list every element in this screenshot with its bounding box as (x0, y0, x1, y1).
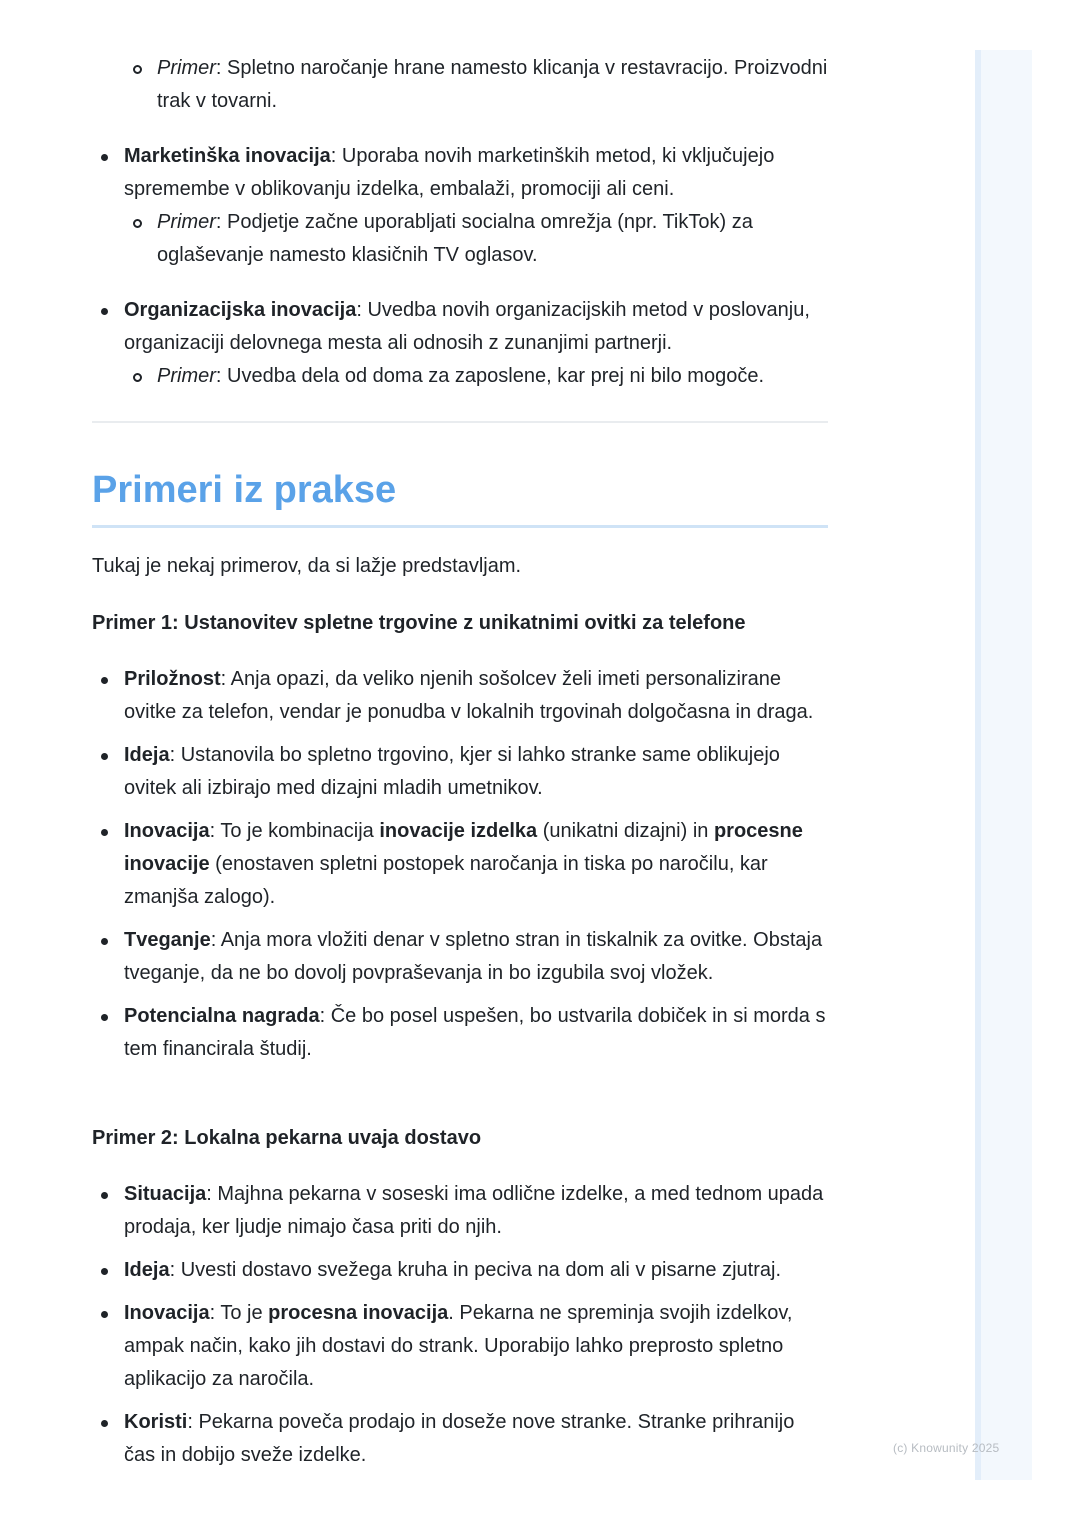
sub-list-item (124, 360, 828, 393)
term: Potencialna nagrada (124, 1005, 320, 1027)
sub-list (124, 360, 828, 393)
section-intro: Tukaj je nekaj primerov, da si lažje predstavljam. (92, 555, 522, 577)
example1-heading (92, 607, 828, 640)
example-text: : Uvedba dela od doma za zaposlene, kar prej ni bilo mogoče. (215, 365, 764, 387)
item-text: : To je kombinacija (209, 820, 380, 842)
section-divider (92, 421, 828, 423)
term: Ideja (124, 744, 170, 766)
example-text: : Podjetje začne uporabljati socialna omrežja (npr. TikTok) za oglaševanje namesto klasičnih TV oglasov. (157, 211, 753, 266)
item-text: (enostaven spletni postopek naročanja in tiska po naročilu, kar zmanjša zalogo). (124, 853, 768, 908)
top-list (92, 52, 828, 393)
example-label: Primer (157, 211, 216, 233)
right-sidebar-panel (975, 50, 1032, 1480)
item-text: : To je (209, 1302, 269, 1324)
list-item (92, 739, 828, 805)
term: Inovacija (124, 820, 210, 842)
term: Organizacijska inovacija (124, 299, 357, 321)
list-item (92, 663, 828, 729)
section-title: Primeri iz prakse (92, 469, 397, 511)
example2-heading (92, 1122, 828, 1155)
item-text: : Uporaba novih marketinških metod, ki vključujejo spremembe v oblikovanju izdelka, embalaži, promociji ali ceni. (124, 145, 775, 200)
term: Ideja (124, 1259, 170, 1281)
example-label: Primer (157, 57, 216, 79)
list-item (92, 1000, 828, 1066)
list-item (92, 1406, 828, 1472)
list-item (92, 815, 828, 914)
emphasis: procesna inovacija (268, 1302, 449, 1324)
item-text: (unikatni dizajni) in (537, 820, 714, 842)
watermark: (c) Knowunity 2025 (893, 1441, 1000, 1455)
item-text: . Pekarna ne spreminja svojih izdelkov, ampak način, kako jih dostavi do strank. Uporabijo lahko preprosto spletno aplikacijo za naročila. (124, 1302, 793, 1390)
sidebar-border (975, 50, 981, 1480)
list-item (92, 1254, 828, 1287)
item-text: : Uvedba novih organizacijskih metod v poslovanju, organizaciji delovnega mesta ali odnosih z zunanjimi partnerji. (124, 299, 810, 354)
item-text: : Če bo posel uspešen, bo ustvarila dobiček in si morda s tem financirala študij. (124, 1005, 826, 1060)
term: Tveganje (124, 929, 211, 951)
example1-heading-text: Primer 1: Ustanovitev spletne trgovine z unikatnimi ovitki za telefone (92, 612, 746, 634)
term: Priložnost (124, 668, 221, 690)
item-text: : Uvesti dostavo svežega kruha in peciva na dom ali v pisarne zjutraj. (169, 1259, 781, 1281)
list-item (92, 1297, 828, 1396)
emphasis: inovacije izdelka (379, 820, 538, 842)
term: Marketinška inovacija (124, 145, 331, 167)
item-text: : Majhna pekarna v soseski ima odlične izdelke, a med tednom upada prodaja, ker ljudje nimajo časa priti do njih. (124, 1183, 824, 1238)
emphasis: procesne inovacije (124, 820, 803, 875)
sub-list (124, 52, 828, 118)
term: Situacija (124, 1183, 207, 1205)
item-text: : Pekarna poveča prodajo in doseže nove stranke. Stranke prihranijo čas in dobijo sveže izdelke. (124, 1411, 795, 1466)
bullet-list (92, 1178, 828, 1472)
sub-list-item (124, 52, 828, 118)
bullet-list (92, 663, 828, 1066)
item-text: : Anja opazi, da veliko njenih sošolcev želi imeti personalizirane ovitke za telefon, vendar je ponudba v lokalnih trgovinah dolgočasna in draga. (124, 668, 814, 723)
example1-list (92, 663, 828, 1066)
sub-list (124, 206, 828, 272)
sub-list-item (124, 206, 828, 272)
example2-list (92, 1178, 828, 1472)
term: Koristi (124, 1411, 188, 1433)
item-text: : Anja mora vložiti denar v spletno stran in tiskalnik za ovitke. Obstaja tveganje, da ne bo dovolj povpraševanja in bo izgubila svoj vložek. (124, 929, 823, 984)
section-title-underline (92, 525, 828, 528)
list-item (92, 294, 828, 393)
example-label: Primer (157, 365, 216, 387)
example-text: : Spletno naročanje hrane namesto klicanja v restavracijo. Proizvodni trak v tovarni. (157, 57, 828, 112)
term: Inovacija (124, 1302, 210, 1324)
list-item (92, 1178, 828, 1244)
list-item (92, 924, 828, 990)
bullet-list (92, 140, 828, 393)
list-item (92, 140, 828, 272)
item-text: : Ustanovila bo spletno trgovino, kjer si lahko stranke same oblikujejo ovitek ali izbirajo med dizajni mladih umetnikov. (124, 744, 780, 799)
example2-heading-text: Primer 2: Lokalna pekarna uvaja dostavo (92, 1127, 482, 1149)
